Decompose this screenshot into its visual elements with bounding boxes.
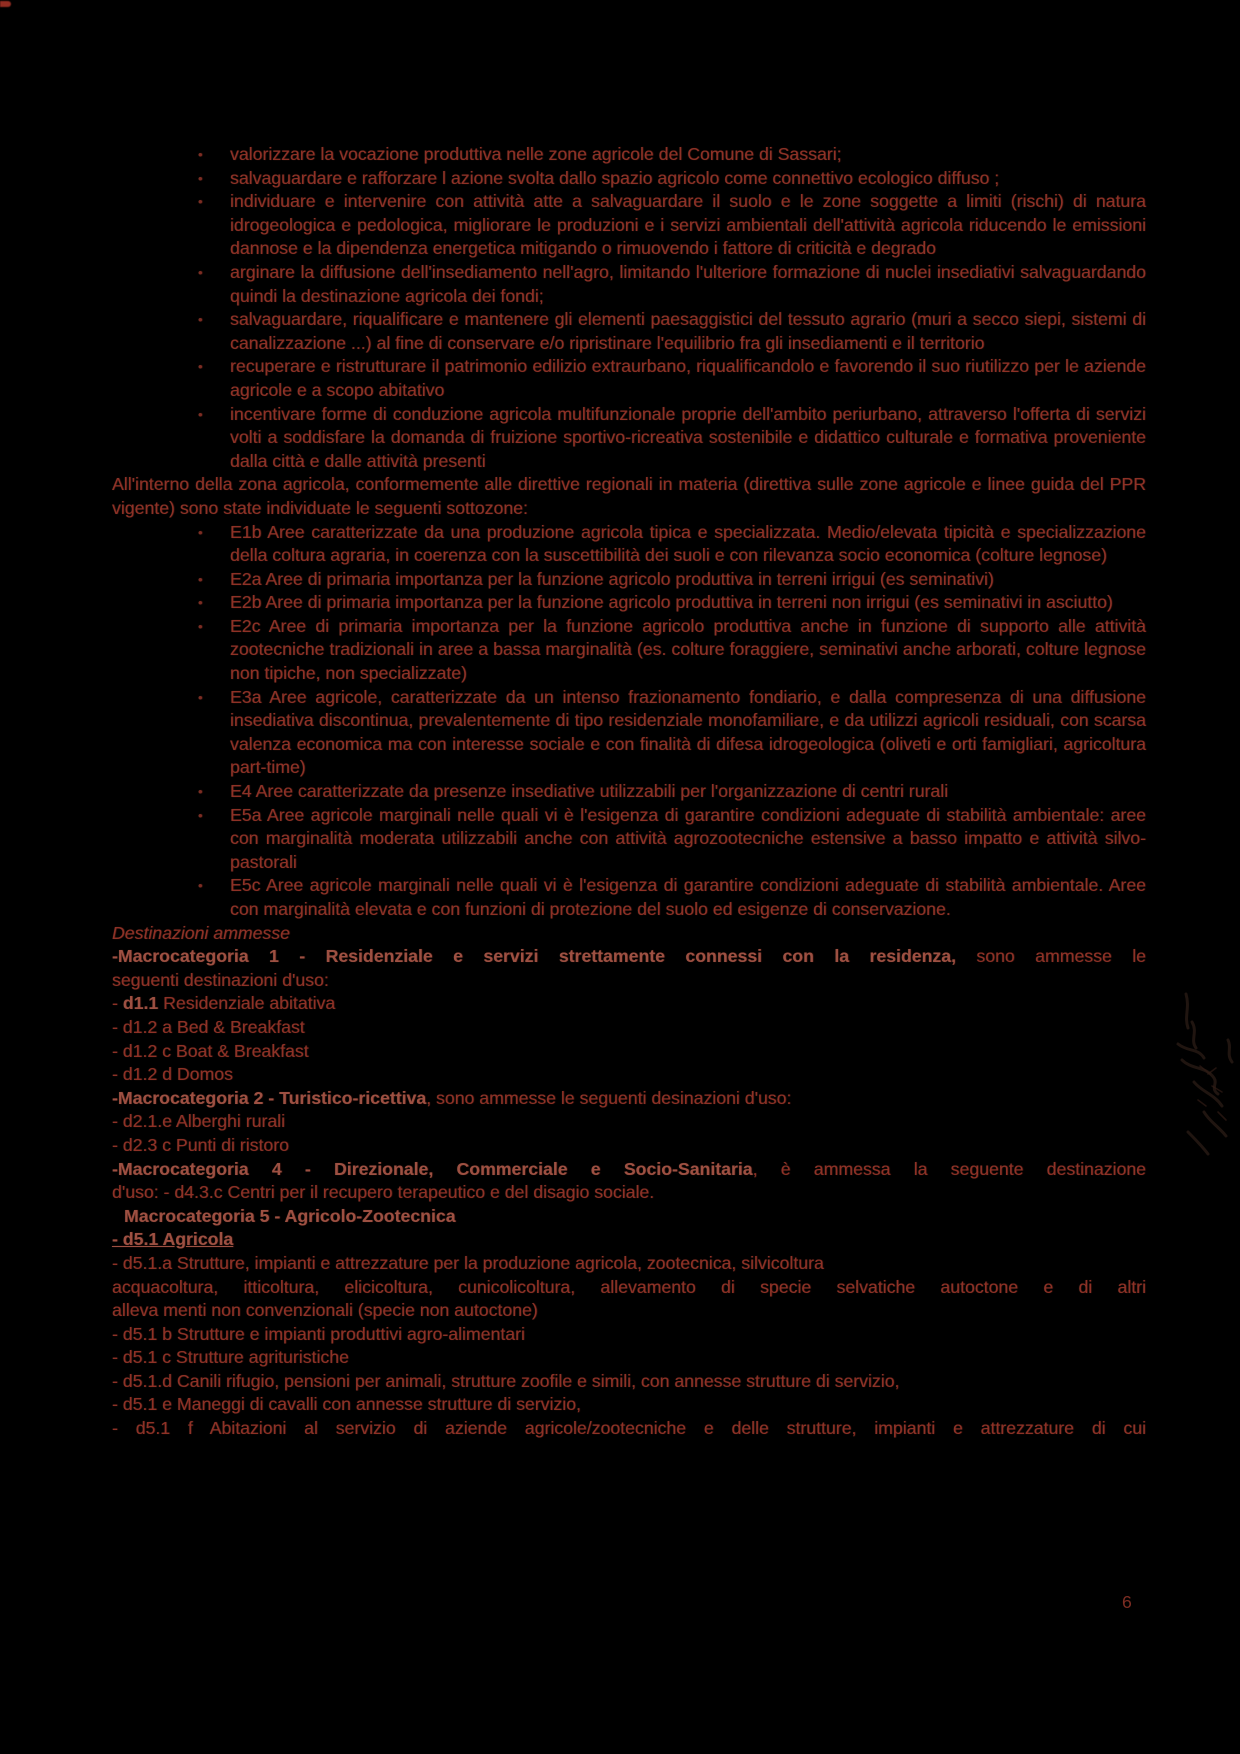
objective-item: • valorizzare la vocazione produttiva nelle zone agricole del Comune di Sassari; [112,143,1146,167]
objective-item: • recuperare e ristrutturare il patrimonio edilizio extraurbano, riqualificandolo e favorendo il suo riutilizzo per le aziende agricole e a scopo abitativo [112,355,1146,402]
d5-line: - d5.1 b Strutture e impianti produttivi agro-alimentari [112,1323,525,1344]
d5-line: - d5.1 c Strutture agrituristiche [112,1347,349,1368]
document-text-block [112,143,1146,1441]
destinations-heading: Destinazioni ammesse [112,922,290,943]
subzone-item: • E2a Aree di primaria importanza per la funzione agricolo produttiva in terreni irrigui (es seminativi) [112,568,1146,592]
destination-item: - d1.2 c Boat & Breakfast [112,1040,309,1061]
macrocategory-4-line [112,1158,1146,1182]
macrocategory-5-title: Macrocategoria 5 - Agricolo-Zootecnica [124,1205,456,1226]
macrocategory-1-line2: seguenti destinazioni d'uso: [112,969,329,990]
destination-item: - d1.2 a Bed & Breakfast [112,1016,305,1037]
macrocategory-2-title: -Macrocategoria 2 - Turistico-ricettiva [112,1087,427,1108]
destination-label: Residenziale abitativa [158,993,336,1014]
intro-paragraph: All'interno della zona agricola, conformemente alle direttive regionali in materia (direttiva sulle zone agricole e linee guida del PPR vigente) sono state individuate le seguenti sottozone: [112,474,1146,518]
d5-line: - d5.1.a Strutture, impianti e attrezzature per la produzione agricola, zootecnica, silvicoltura [112,1252,824,1273]
macrocategory-2-rest: , sono ammesse le seguenti desinazioni d'uso: [426,1087,792,1108]
d5-line: - d5.1.d Canili rifugio, pensioni per animali, strutture zoofile e simili, con annesse strutture di servizio, [112,1370,900,1391]
subzone-item: • E5a Aree agricole marginali nelle quali vi è l'esigenza di garantire condizioni adeguate di stabilità ambientale: aree con marginalità moderata utilizzabili anche con attività agrozootecniche estensive a basso impatto e attività silvo-pastorali [112,804,1146,875]
subzone-item: • E3a Aree agricole, caratterizzate da un intenso frazionamento fondiario, e dalla compresenza di una diffusione insediativa discontinua, prevalentemente di tipo residenziale monofamiliare, e da utilizzi agricoli residuali, con scarsa valenza economica ma con interesse sociale e con finalità di difesa idrogeologica (oliveti e orti famigliari, agricoltura part-time) [112,686,1146,780]
subzone-item: • E2c Aree di primaria importanza per la funzione agricolo produttiva anche in funzione di supporto alle attività zootecniche tradizionali in aree a bassa marginalità (es. colture foraggiere, seminativi anche arborati, colture legnose non tipiche, non specializzate) [112,615,1146,686]
subzone-item: • E4 Aree caratterizzate da presenze insediative utilizzabili per l'organizzazione di centri rurali [112,780,1146,804]
subzone-item: • E2b Aree di primaria importanza per la funzione agricolo produttiva in terreni non irrigui (es seminativi in asciutto) [112,591,1146,615]
destination-item-d1-1 [112,992,1146,1016]
macrocategory-4-title: -Macrocategoria 4 - Direzionale, Commerciale e Socio-Sanitaria [112,1158,753,1179]
subzones-list [112,521,1146,922]
destination-item: - d2.1.e Alberghi rurali [112,1111,286,1132]
d5-line: alleva menti non convenzionali (specie non autoctone) [112,1300,538,1321]
objective-item: • salvaguardare, riqualificare e mantenere gli elementi paesaggistici del tessuto agrario (muri a secco siepi, sistemi di canalizzazione ...) al fine di conservare e/o ripristinare l'equilibrio fra gli insediamenti e il territorio [112,308,1146,355]
subzone-item: • E5c Aree agricole marginali nelle quali vi è l'esigenza di garantire condizioni adeguate di stabilità ambientale. Aree con marginalità elevata e con funzioni di protezione del suolo ed esigenze di conservazione. [112,874,1146,921]
page-number: 6 [1122,1592,1132,1612]
destination-item: - d2.3 c Punti di ristoro [112,1134,289,1155]
macrocategory-2-line [112,1087,1146,1111]
macrocategory-1-rest: sono ammesse le [956,946,1146,967]
dash-prefix: - [112,993,123,1014]
destination-item: - d1.2 d Domos [112,1064,233,1085]
d5-line: - d5.1 e Maneggi di cavalli con annesse strutture di servizio, [112,1394,581,1415]
objective-item: • salvaguardare e rafforzare l azione svolta dallo spazio agricolo come connettivo ecologico diffuso ; [112,167,1146,191]
objective-item: • arginare la diffusione dell'insediamento nell'agro, limitando l'ulteriore formazione di nuclei insediativi salvaguardando quindi la destinazione agricola dei fondi; [112,261,1146,308]
destination-code: d1.1 [122,993,159,1014]
macrocategory-4-line2: d'uso: - d4.3.c Centri per il recupero terapeutico e del disagio sociale. [112,1182,655,1203]
macrocategory-4-rest: , è ammessa la seguente destinazione [752,1158,1146,1179]
subzone-item: • E1b Aree caratterizzate da una produzione agricola tipica e specializzata. Medio/elevata tipicità e specializzazione della coltura agraria, in coerenza con la suscettibilità dei suoli e con rilevanza socio economica (colture legnose) [112,521,1146,568]
macrocategory-1-title: -Macrocategoria 1 - Residenziale e servizi strettamente connessi con la residenza, [112,946,956,967]
objectives-list [112,143,1146,473]
d5-line: acquacoltura, itticoltura, elicicoltura, cunicolicoltura, allevamento di specie selvatiche autoctone e di altri [112,1276,1146,1297]
macrocategory-1-line [112,945,1146,969]
d5-line: - d5.1 f Abitazioni al servizio di aziende agricole/zootecniche e delle strutture, impianti e attrezzature di cui [112,1418,1146,1439]
scan-artifact-corner [0,1,11,7]
objective-item: • incentivare forme di conduzione agricola multifunzionale proprie dell'ambito periurbano, attraverso l'offerta di servizi volti a soddisfare la domanda di fruizione sportivo-ricreativa sostenibile e didattico culturale e formativa proveniente dalla città e dalle attività presenti [112,403,1146,474]
objective-item: • individuare e intervenire con attività atte a salvaguardare il suolo e le zone soggette a limiti (rischi) di natura idrogeologica e pedologica, migliorare le produzioni e i servizi ambientali dell'attività agricola riducendo le emissioni dannose e la dipendenza energetica mitigando o rimuovendo i fattore di criticità e degrado [112,190,1146,261]
d5-1-heading: - d5.1 Agricola [112,1229,234,1250]
handwritten-mark [1148,982,1240,1160]
